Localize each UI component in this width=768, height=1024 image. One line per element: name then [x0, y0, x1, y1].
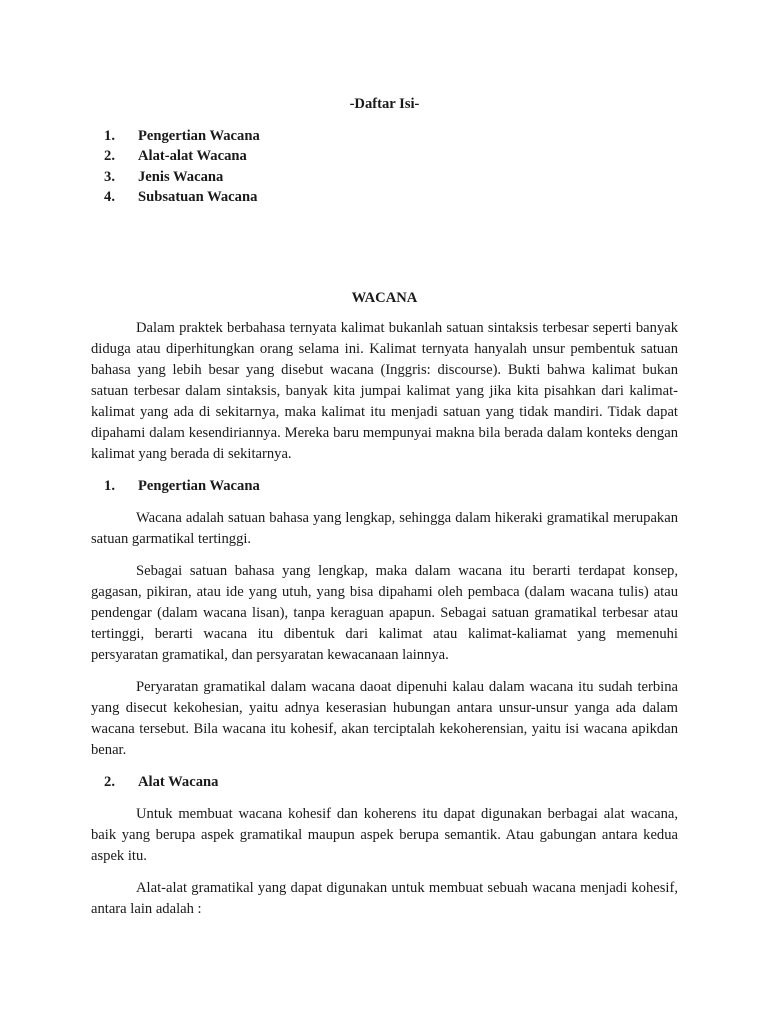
toc-item-label: Alat-alat Wacana	[138, 148, 247, 165]
table-of-contents	[91, 126, 678, 207]
toc-title: -Daftar Isi-	[349, 96, 420, 112]
section-title: Alat Wacana	[138, 774, 219, 790]
toc-item-label: Jenis Wacana	[138, 168, 224, 185]
section-title: Pengertian Wacana	[138, 478, 260, 494]
toc-item-number: 4.	[104, 188, 115, 205]
toc-item-label: Subsatuan Wacana	[138, 188, 258, 205]
intro-paragraph: Dalam praktek berbahasa ternyata kalimat bukanlah satuan sintaksis terbesar seperti banyak diduga atau diperhitungkan orang selama ini. Kalimat ternyata hanyalah unsur pembentuk satuan bahasa yang lebih besar yang disebut wacana (Inggris: discourse). Bukti bahwa kalimat bukan satuan terbesar dalam sintaksis, banyak kita jumpai kalimat yang jika kita pisahkan dari kalimat-kalimat yang ada di sekitarnya, maka kalimat itu menjadi satuan yang tidak mandiri. Tidak dapat dipahami dalam kesendiriannya. Mereka baru mempunyai makna bila berada dalam konteks dengan kalimat yang berada di sekitarnya.	[91, 320, 678, 462]
paragraph: Alat-alat gramatikal yang dapat digunakan untuk membuat sebuah wacana menjadi kohesif, antara lain adalah :	[91, 880, 678, 917]
paragraph: Peryaratan gramatikal dalam wacana daoat dipenuhi kalau dalam wacana itu sudah terbina yang disecut kekohesian, yaitu adnya keserasian hubungan antara unsur-unsur yanga ada dalam wacana tersebut. Bila wacana itu kohesif, akan terciptalah kekoherensian, yaitu isi wacana apikdan benar.	[91, 679, 678, 758]
toc-item-number: 2.	[104, 148, 115, 165]
toc-item-label: Pengertian Wacana	[138, 128, 260, 144]
toc-item-number: 1.	[104, 128, 115, 144]
paragraph: Untuk membuat wacana kohesif dan koherens itu dapat digunakan berbagai alat wacana, baik yang berupa aspek gramatikal maupun aspek berupa semantik. Atau gabungan antara kedua aspek itu.	[91, 806, 678, 864]
section-number: 2.	[104, 774, 115, 790]
toc-item	[91, 167, 678, 187]
toc-item	[91, 146, 678, 166]
toc-item-number: 3.	[104, 168, 115, 185]
section-heading	[91, 772, 678, 793]
section-number: 1.	[104, 478, 115, 494]
toc-item	[91, 187, 678, 207]
toc-item	[91, 126, 678, 146]
paragraph: Wacana adalah satuan bahasa yang lengkap, sehingga dalam hikeraki gramatikal merupakan satuan garmatikal tertinggi.	[91, 510, 678, 547]
section-heading	[91, 476, 678, 497]
document-title: WACANA	[351, 290, 418, 306]
paragraph: Sebagai satuan bahasa yang lengkap, maka dalam wacana itu berarti terdapat konsep, gagasan, pikiran, atau ide yang utuh, yang bisa dipahami oleh pembaca (dalam wacana tulis) atau pendengar (dalam wacana lisan), tanpa keraguan apapun. Sebagai satuan gramatikal terbesar atau tertinggi, berarti wacana itu dibentuk dari kalimat atau kalimat-kaliamat yang memenuhi persyaratan gramatikal, dan persyaratan kewacanaan lainnya.	[91, 563, 678, 663]
document-body	[91, 318, 678, 931]
